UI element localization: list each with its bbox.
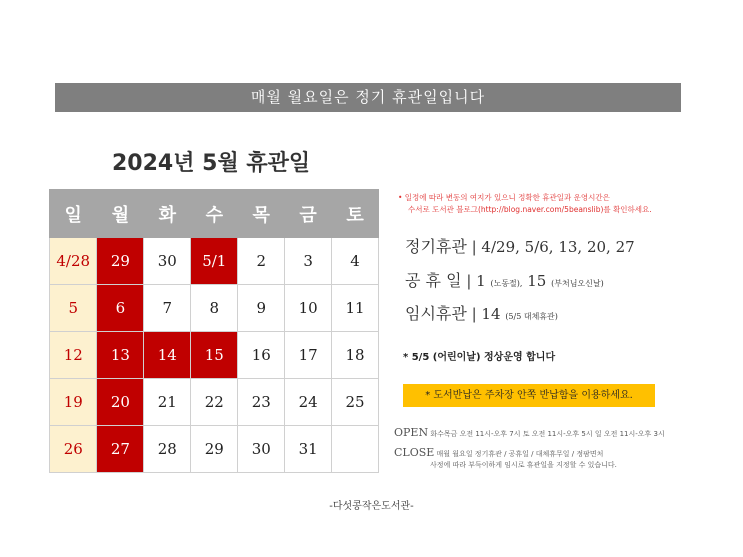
day-cell: 4/28 [50, 238, 97, 285]
regular-closure-label: 정기휴관 [405, 237, 467, 256]
open-text: 화수목금 오전 11시-오후 7시 토 오전 11시-오후 5시 일 오전 11시-오후 3시 [430, 430, 665, 438]
weekday-header-cell: 목 [238, 190, 285, 238]
day-cell: 24 [285, 379, 332, 426]
day-cell [332, 426, 379, 473]
notice-line-2: 수서로 도서관 블로그(http://blog.naver.com/5beanslib)를 확인하세요. [408, 205, 652, 214]
close-text-1: 매월 월요일 정기휴관 / 공휴일 / 대체휴무일 / 정팜면처 [436, 450, 604, 458]
weekday-header-cell: 일 [50, 190, 97, 238]
day-cell: 30 [144, 238, 191, 285]
day-cell: 11 [332, 285, 379, 332]
day-cell: 25 [332, 379, 379, 426]
public-holiday-row [405, 268, 604, 291]
day-cell: 17 [285, 332, 332, 379]
public-holiday-note-1: (노동절), [490, 279, 523, 288]
day-cell: 4 [332, 238, 379, 285]
day-cell: 26 [50, 426, 97, 473]
day-cell: 16 [238, 332, 285, 379]
day-cell: 12 [50, 332, 97, 379]
day-cell: 8 [191, 285, 238, 332]
regular-closure-value: | 4/29, 5/6, 13, 20, 27 [471, 238, 635, 256]
calendar-week-row [50, 379, 379, 426]
calendar-title: 2024년 5월 휴관일 [112, 151, 311, 176]
day-cell: 30 [238, 426, 285, 473]
temporary-closure-value: | 14 [471, 305, 501, 323]
close-label: CLOSE [394, 446, 435, 459]
calendar-week-row [50, 426, 379, 473]
public-holiday-value-2: 15 [527, 272, 547, 290]
weekday-header-cell: 토 [332, 190, 379, 238]
calendar-week-row [50, 332, 379, 379]
public-holiday-note-2: (부처님오신날) [551, 279, 604, 288]
day-cell: 29 [191, 426, 238, 473]
banner: 매월 월요일은 정기 휴관일입니다 [55, 83, 681, 112]
day-cell: 7 [144, 285, 191, 332]
calendar [49, 189, 379, 473]
closed-day-cell: 27 [97, 426, 144, 473]
weekday-header-cell: 금 [285, 190, 332, 238]
closed-day-cell: 14 [144, 332, 191, 379]
day-cell: 22 [191, 379, 238, 426]
day-cell: 18 [332, 332, 379, 379]
day-cell: 23 [238, 379, 285, 426]
close-info [394, 446, 617, 470]
weekday-header-cell: 월 [97, 190, 144, 238]
calendar-week-row [50, 238, 379, 285]
calendar-week-row [50, 285, 379, 332]
temporary-closure-note: (5/5 대체휴관) [505, 312, 558, 321]
weekday-header [50, 190, 379, 238]
public-holiday-value-1: | 1 [466, 272, 486, 290]
open-hours [394, 426, 665, 439]
calendar-body [50, 238, 379, 473]
regular-closure-row [405, 234, 635, 257]
closed-day-cell: 15 [191, 332, 238, 379]
day-cell: 10 [285, 285, 332, 332]
closed-day-cell: 13 [97, 332, 144, 379]
close-text-2: 사정에 따라 부득이하게 임시로 휴관일을 지정할 수 있습니다. [430, 461, 617, 469]
public-holiday-label: 공 휴 일 [405, 271, 462, 290]
temporary-closure-label: 임시휴관 [405, 304, 467, 323]
day-cell: 3 [285, 238, 332, 285]
notice-text [398, 192, 698, 216]
closed-day-cell: 20 [97, 379, 144, 426]
return-notice: * 도서반납은 주차장 안쪽 반납함을 이용하세요. [403, 384, 655, 407]
weekday-header-cell: 화 [144, 190, 191, 238]
closed-day-cell: 6 [97, 285, 144, 332]
closed-day-cell: 5/1 [191, 238, 238, 285]
day-cell: 5 [50, 285, 97, 332]
temporary-closure-row [405, 301, 558, 324]
weekday-header-cell: 수 [191, 190, 238, 238]
open-label: OPEN [394, 426, 429, 439]
closed-day-cell: 29 [97, 238, 144, 285]
day-cell: 28 [144, 426, 191, 473]
day-cell: 19 [50, 379, 97, 426]
day-cell: 2 [238, 238, 285, 285]
day-cell: 21 [144, 379, 191, 426]
childrens-day-notice: * 5/5 (어린이날) 정상운영 합니다 [403, 352, 556, 363]
library-name: -다섯콩작은도서관- [329, 501, 414, 512]
day-cell: 9 [238, 285, 285, 332]
notice-line-1: • 일정에 따라 변동의 여지가 있으니 정확한 휴관일과 운영시간은 [398, 193, 610, 202]
day-cell: 31 [285, 426, 332, 473]
